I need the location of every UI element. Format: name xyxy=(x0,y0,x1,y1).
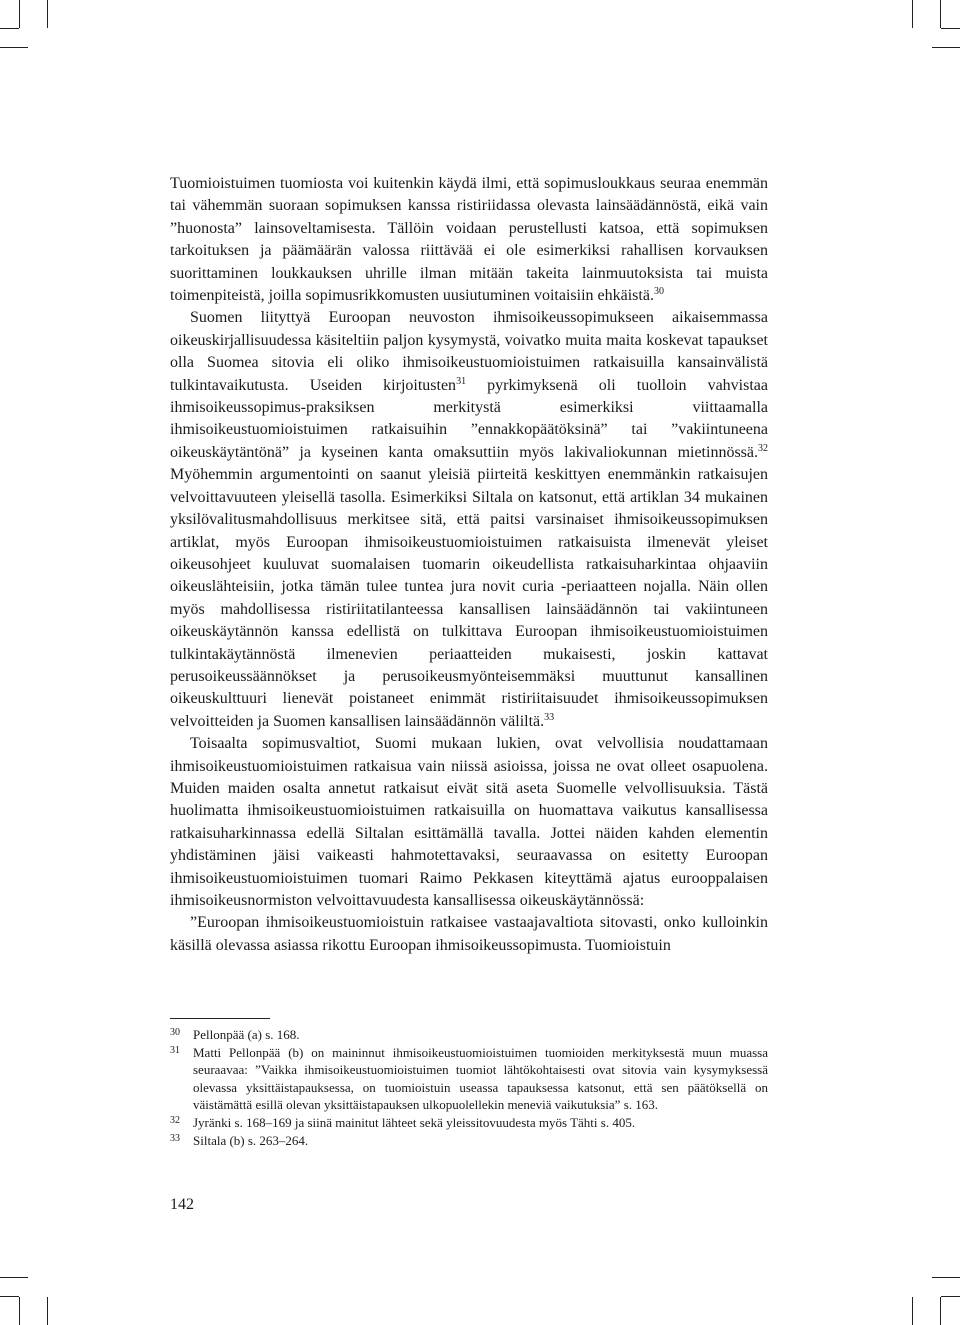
footnote-number: 30 xyxy=(170,1027,180,1038)
footnote-number: 33 xyxy=(170,1132,180,1144)
paragraph xyxy=(170,307,768,733)
footnote xyxy=(170,1132,768,1150)
crop-mark xyxy=(941,28,960,29)
crop-mark xyxy=(940,1297,941,1325)
paragraph-text: Tuomioistuimen tuomiosta voi kuitenkin käydä ilmi, että sopimusloukkaus seuraa enemmän tai vähemmän suoraan sopimuksen kanssa ristiriidassa olevasta lainsäädännöstä, eikä vain ”huonosta” lainsoveltamisesta. Tällöin voidaan perustellusti katsoa, että sopimuksen tarkoituksen ja päämäärän valossa riittävää ei ole esimerkiksi rahallisen korvauksen suorittaminen loukkauksen uhrille ilman mitään takeita lainmuutoksista tai muista toimenpiteistä, joilla sopimusrikkomusten uusiutuminen voitaisiin ehkäistä. xyxy=(170,175,768,305)
crop-mark xyxy=(940,0,941,28)
footnote xyxy=(170,1026,768,1044)
crop-mark xyxy=(19,1297,20,1325)
footnotes xyxy=(170,1026,768,1149)
footnote xyxy=(170,1114,768,1132)
crop-mark xyxy=(912,1297,913,1325)
paragraph xyxy=(170,173,768,307)
paragraph xyxy=(170,733,768,912)
footnote-number: 31 xyxy=(170,1044,180,1056)
paragraph-text: Suomen liityttyä Euroopan neuvoston ihmisoikeussopimukseen aikaisemmassa oikeuskirjallisuudessa käsiteltiin paljon kysymystä, voivatko muita maita koskevat tapaukset olla Suomea sitovia eli oliko ihmisoikeustuomioistuimen ratkaisuilla kansainvälistä tulkintavaikutusta. Useiden kirjoitusten xyxy=(170,309,768,394)
footnote-text: Siltala (b) s. 263–264. xyxy=(193,1132,309,1148)
footnote-number: 32 xyxy=(170,1114,180,1126)
crop-mark xyxy=(0,28,19,29)
footnote-text: Pellonpää (a) s. 168. xyxy=(193,1027,300,1042)
footnote-ref[interactable]: 32 xyxy=(758,442,768,454)
footnote-ref[interactable]: 30 xyxy=(653,286,664,298)
quote-text: ”Euroopan ihmisoikeustuomioistuin ratkaisee vastaajavaltiota sitovasti, onko kulloinkin käsillä olevassa asiassa rikottu Euroopan ihmisoikeussopimusta. Tuomioistuin xyxy=(170,914,768,954)
crop-mark xyxy=(0,47,28,48)
crop-mark xyxy=(941,1296,960,1297)
crop-mark xyxy=(932,47,960,48)
paragraph-text: Toisaalta sopimusvaltiot, Suomi mukaan lukien, ovat velvollisia noudattamaan ihmisoikeustuomioistuimen ratkaisua vain niissä asioissa, joissa ne ovat olleet osapuolena. Muiden maiden osalta annetut ratkaisut eivät sitä aseta Suomelle velvollisuuksia. Tästä huolimatta ihmisoikeustuomioistuimen ratkaisuilla on huomattava vaikutus kansallisessa ratkaisuharkinnassa edellä Siltalan esittämällä tavalla. Jottei näiden kahden elementin yhdistäminen jäisi vaikeasti hahmotettavaksi, seuraavassa on esitetty Euroopan ihmisoikeustuomioistuimen tuomari Raimo Pekkasen kiteyttämä ajatus eurooppalaisen ihmisoikeusnormiston velvoittavuudesta kansallisessa oikeuskäytännössä: xyxy=(170,735,768,909)
paragraph-text: Myöhemmin argumentointi on saanut yleisiä piirteitä keskittyen enemmänkin ratkaisujen velvoittavuuteen yleisellä tasolla. Esimerkiksi Siltala on katsonut, että artiklan 34 mukainen yksilövalitusmahdollisuus merkitsee sitä, että paitsi varsinaiset ihmisoikeussopimuksen artiklat, myös Euroopan ihmisoikeustuomioistuimen ratkaisuista ilmenevät yleiset oikeusohjeet kuuluvat suomalaisen tuomarin oikeudellista ratkaisuharkintaa ohjaaviin oikeuslähteisiin, jotka tämän tulee tuntea jura novit curia -periaatteen nojalla. Näin ollen myös mahdollisessa ristiriitatilanteessa kansallisen lainsäädännön tai vakiintuneen oikeuskäytännön kanssa edellistä on tulkittava Euroopan ihmisoikeustuomioistuimen tulkintakäytännöstä ilmenevien periaatteiden mukaisesti, joskin kattavat perusoikeussäännökset ja perusoikeusmyönteisemmäksi muuttunut kansallinen oikeuskulttuuri lienevät poistaneet enimmät ristiriitaisuudet ihmisoikeussopimuksen velvoitteiden ja Suomen kansallisen lainsäädännön väliltä. xyxy=(170,466,768,730)
crop-mark xyxy=(47,0,48,28)
crop-mark xyxy=(0,1277,28,1278)
footnote-ref[interactable]: 33 xyxy=(544,711,555,723)
footnote-divider xyxy=(170,1018,270,1019)
footnote xyxy=(170,1044,768,1114)
footnote-text: Jyränki s. 168–169 ja siinä mainitut lähteet sekä yleissitovuudesta myös Tähti s. 405. xyxy=(193,1114,636,1130)
paragraph-text: pyrkimyksenä oli tuolloin vahvistaa ihmisoikeussopimus-praksiksen merkitystä esimerkiksi viittaamalla ihmisoikeustuomioistuimen ratkaisuihin ”ennakkopäätöksinä” tai ”vakiintuneena oikeuskäytäntönä” ja kyseinen kanta omaksuttiin myös lakivaliokunnan mietinnössä. xyxy=(170,376,768,461)
body-text xyxy=(170,173,768,957)
paragraph xyxy=(170,912,768,957)
crop-mark xyxy=(932,1277,960,1278)
crop-mark xyxy=(0,1296,19,1297)
page-number: 142 xyxy=(170,1196,194,1213)
footnote-text: Matti Pellonpää (b) on maininnut ihmisoikeustuomioistuimen tuomioiden merkityksestä muun muassa seuraavaa: ”Vaikka ihmisoikeustuomioistuimen tuomiot lähtökohtaisesti ovat sitovia vain kysymyksessä olevassa yksittäistapauksessa, on tuomioistuin useassa tapauksessa katsonut, että sen päätöksellä on väistämättä esillä olevan yksittäistapauksen ulkopuolellekin meneviä vaikutuksia” s. 163. xyxy=(193,1044,768,1113)
crop-mark xyxy=(47,1297,48,1325)
crop-mark xyxy=(912,0,913,28)
crop-mark xyxy=(19,0,20,28)
footnote-ref[interactable]: 31 xyxy=(456,375,467,387)
